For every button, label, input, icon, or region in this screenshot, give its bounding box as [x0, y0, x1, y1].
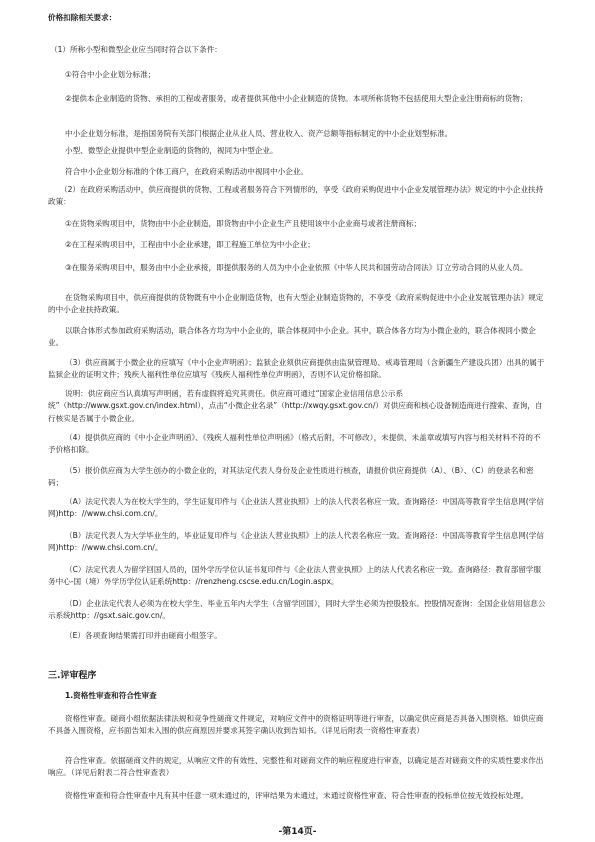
requirement-5-a: （A）法定代表人为在校大学生的，学生证复印件与《企业法人营业执照》上的法人代表名称应一致。查询路径：中国高等教育学生信息网(学信网)http：//www.chsi.com.cn/。: [48, 497, 544, 519]
requirement-2: （2）在政府采购活动中，供应商提供的货物、工程或者服务符合下列情形的，享受《政府采购促进中小企业发展管理办法》规定的中小企业扶持政策：: [48, 185, 544, 207]
review-result-paragraph: 资格性审查和符合性审查中凡有其中任意一项未通过的，评审结果为未通过，未通过资格性审查、符合性审查的投标单位按无效投标处理。: [65, 791, 529, 800]
requirement-4: （4）提供供应商的《中小企业声明函》、《残疾人福利性单位声明函》（格式后附，不可修改），未提供、未盖章或填写内容与相关材料不符的不予价格扣除。: [48, 433, 541, 455]
requirement-5: （5）报价供应商为大学生创办的小微企业的，对其法定代表人身份及企业性质进行核查，请报价供应商提供（A）、（B）、（C）的登录名和密码；: [48, 466, 534, 488]
requirement-3-note: 说明：供应商应当认真填写声明函，若有虚假将追究其责任。供应商可通过“国家企业信用信息公示系统”（http://www.gsxt.gov.cn/index.html），点击“小微企业名录”（http://xwqy.gsxt.gov.cn/）对供应商和核心设备制造商进行搜索、查询，自行核实是否属于小微企业。: [48, 389, 543, 423]
requirement-5-d: （D）企业法定代表人必须为在校大学生、毕业五年内大学生（含留学回国），同时大学生必须为控股股东。控股情况查询：全国企业信用信息公示系统http：//gsxt.saic.gov.cn/。: [48, 599, 546, 621]
conformity-review-paragraph: 符合性审查。依据磋商文件的规定，从响应文件的有效性、完整性和对磋商文件的响应程度进行审查，以确定是否对磋商文件的实质性要求作出响应。（详见后附表二符合性审查表）: [48, 756, 544, 778]
requirement-5-e: （E）各项查询结果需打印并由磋商小组签字。: [65, 631, 222, 640]
requirement-2-d: 在货物采购项目中，供应商提供的货物既有中小企业制造货物，也有大型企业制造货物的，不享受《政府采购促进中小企业发展管理办法》规定的中小企业扶持政策。: [48, 293, 544, 315]
requirement-2-c: ③在服务采购项目中，服务由中小企业承接，即提供服务的人员为中小企业依照《中华人民共和国劳动合同法》订立劳动合同的从业人员。: [65, 263, 528, 272]
requirement-1: （1）所称小型和微型企业应当同时符合以下条件：: [50, 45, 222, 54]
review-subsection-title: 1.资格性审查和符合性审查: [65, 691, 157, 700]
requirement-2-b: ②在工程采购项目中，工程由中小企业承建，即工程施工单位为中小企业；: [65, 240, 315, 249]
requirement-1-a: ①符合中小企业划分标准；: [65, 70, 156, 79]
requirement-1-b: ②提供本企业制造的货物、承担的工程或者服务，或者提供其他中小企业制造的货物。本项所称货物不包括使用大型企业注册商标的货物；: [65, 94, 528, 103]
requirement-5-c: （C）法定代表人为留学回国人员的，国外学历学位认证书复印件与《企业法人营业执照》上的法人代表名称应一致。查询路径：教育部留学服务中心-国（境）外学历学位认证系统http：//renzheng.cscse.edu.cn/Login.aspx。: [48, 565, 542, 587]
requirement-2-a: ①在货物采购项目中，货物由中小企业制造，即货物由中小企业生产且使用该中小企业商号或者注册商标；: [65, 219, 422, 228]
page-number: -第14页-: [278, 827, 317, 837]
requirement-3: （3）供应商属于小微企业的应填写《中小企业声明函》；监狱企业须供应商提供由监狱管理局、戒毒管理局（含新疆生产建设兵团）出具的属于监狱企业的证明文件；残疾人福利性单位应填写《残疾人福利性单位声明函》，否则不认定价格扣除。: [48, 358, 545, 380]
deduction-title: 价格扣除相关要求：: [48, 13, 117, 22]
qualification-review-paragraph: 资格性审查。磋商小组依据法律法规和竞争性磋商文件规定，对响应文件中的资格证明等进行审查，以确定供应商是否具备入围资格。如供应商不具备入围资格，应书面告知未入围的供应商原因并要求其签字确认收到告知书。（详见后附表一资格性审查表）: [48, 714, 544, 736]
requirement-1-c: 中小企业划分标准，是指国务院有关部门根据企业从业人员、营业收入、资产总额等指标制定的中小企业划型标准。: [65, 129, 453, 138]
requirement-5-b: （B）法定代表人为大学毕业生的，毕业证复印件与《企业法人营业执照》上的法人代表名称应一致。查询路径：中国高等教育学生信息网(学信网)http：//www.chsi.com.cn/。: [48, 531, 544, 553]
requirement-1-e: 符合中小企业划分标准的个体工商户，在政府采购活动中视同中小企业。: [65, 167, 308, 176]
requirement-1-d: 小型、微型企业提供中型企业制造的货物的，视同为中型企业。: [65, 146, 278, 155]
requirement-2-e: 以联合体形式参加政府采购活动，联合体各方均为中小企业的，联合体视同中小企业。其中，联合体各方均为小微企业的，联合体视同小微企业。: [48, 326, 536, 348]
review-section-title: 三.评审程序: [48, 671, 97, 681]
